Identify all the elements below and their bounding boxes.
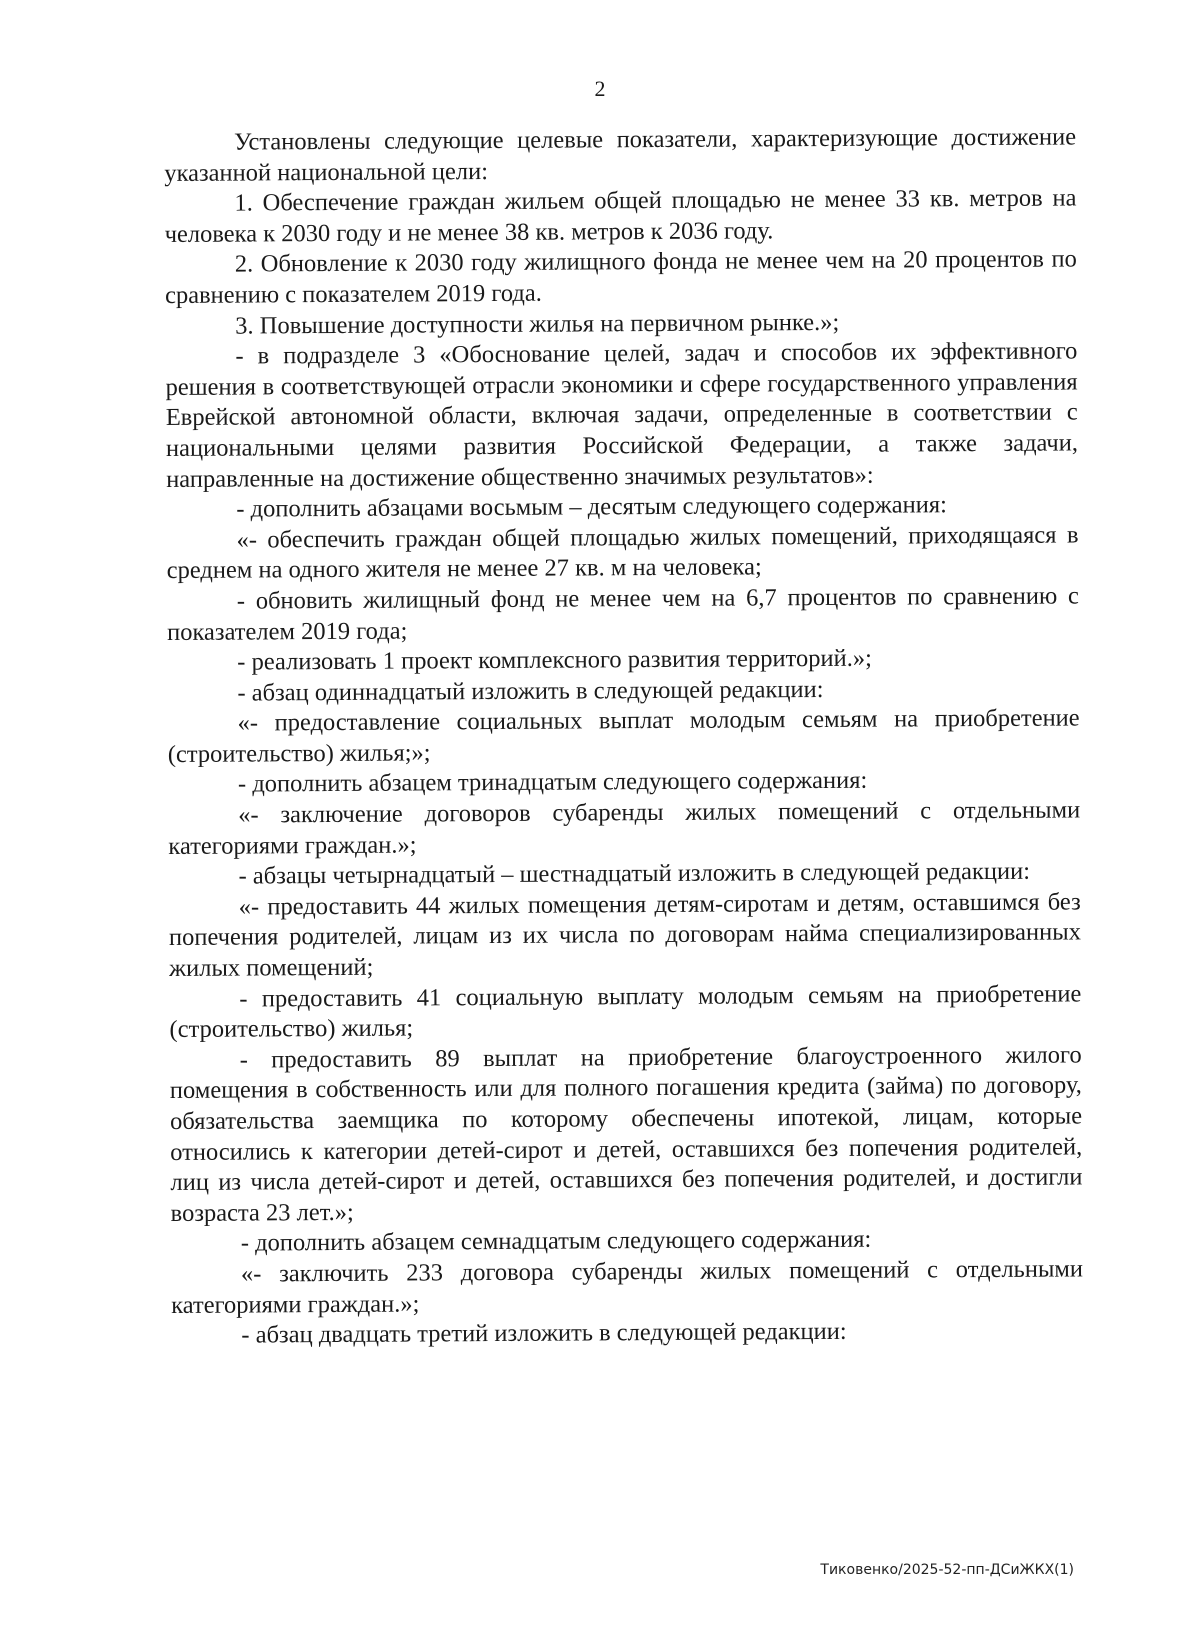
paragraph: - абзацы четырнадцатый – шестнадцатый изложить в следующей редакции:	[238, 857, 1031, 890]
paragraph: - дополнить абзацем семнадцатым следующего содержания:	[240, 1226, 872, 1257]
paragraph: «- заключение договоров субаренды жилых помещений с отдельными категориями граждан.»;	[168, 796, 1081, 860]
paragraph: - реализовать 1 проект комплексного развития территорий.»;	[237, 644, 872, 676]
paragraph: «- заключить 233 договора субаренды жилых помещений с отдельными категориями граждан.»;	[171, 1255, 1084, 1319]
paragraph: - обновить жилищный фонд не менее чем на 6,7 процентов по сравнению с показателем 2019 года;	[166, 582, 1079, 646]
page-number: 2	[594, 76, 606, 101]
paragraph: 1. Обеспечение граждан жильем общей площадью не менее 33 кв. метров на человека к 2030 году и не менее 38 кв. метров к 2036 году.	[164, 184, 1077, 248]
paragraph: Установлены следующие целевые показатели, характеризующие достижение указанной национальной цели:	[164, 123, 1077, 187]
paragraph: 2. Обновление к 2030 году жилищного фонда не менее чем на 20 процентов по сравнению с показателем 2019 года.	[164, 245, 1077, 309]
document-footer-code: Тиковенко/2025-52-пп-ДСиЖКХ(1)	[820, 1562, 1074, 1578]
paragraph: - абзац одиннадцатый изложить в следующей редакции:	[237, 675, 824, 707]
paragraph: «- предоставить 44 жилых помещения детям-сиротам и детям, оставшимся без попечения родителей, лицам из их числа по договорам найма специализированных жилых помещений;	[168, 888, 1082, 983]
paragraph: - абзац двадцать третий изложить в следующей редакции:	[241, 1318, 847, 1349]
paragraph: 3. Повышение доступности жилья на первичном рынке.»;	[235, 308, 840, 340]
paragraph: «- предоставление социальных выплат молодым семьям на приобретение (строительство) жилья;»;	[167, 704, 1080, 768]
document-body	[164, 122, 1083, 1351]
paragraph: - предоставить 89 выплат на приобретение благоустроенного жилого помещения в собственность или для полного погашения кредита (займа) по договору, обязательства заемщика по которому обеспечены ипотекой, лицам, которые относились к категории детей-сирот и детей, оставшихся без попечения родителей, лиц из числа детей-сирот и детей, оставшихся без попечения родителей, и достигли возраста 23 лет.»;	[169, 1041, 1083, 1227]
paragraph: - дополнить абзацем тринадцатым следующего содержания:	[237, 767, 868, 799]
paragraph: «- обеспечить граждан общей площадью жилых помещений, приходящаяся в среднем на одного жителя не менее 27 кв. м на человека;	[166, 521, 1079, 585]
paragraph: - дополнить абзацами восьмым – десятым следующего содержания:	[236, 491, 948, 523]
paragraph: - предоставить 41 социальную выплату молодым семьям на приобретение (строительство) жилья;	[169, 980, 1082, 1044]
paragraph: - в подразделе 3 «Обоснование целей, задач и способов их эффективного решения в соответствующей отрасли экономики и сфере государственного управления Еврейской автономной области, включая задачи, определенные в соответствии с национальными целями развития Российской Федерации, а также задачи, направленные на достижение общественно значимых результатов»:	[165, 337, 1079, 493]
